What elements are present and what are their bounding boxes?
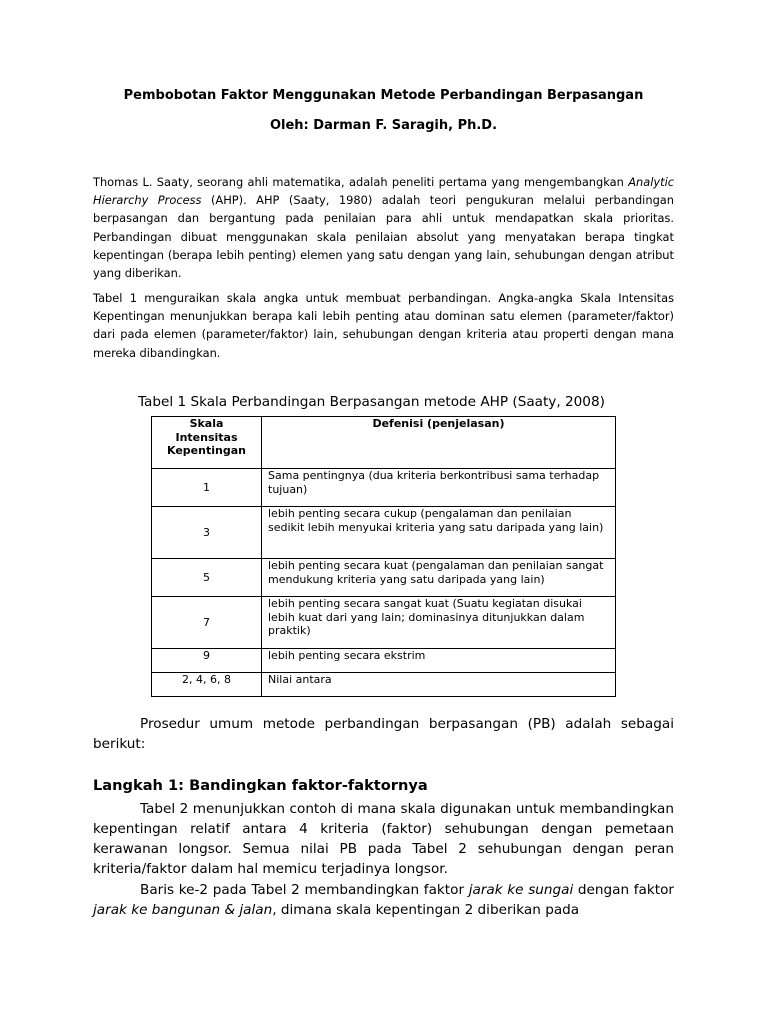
table-header-row	[152, 417, 616, 469]
row2-italic-1: jarak ke sungai	[468, 882, 574, 898]
table-header-definition: Defenisi (penjelasan)	[262, 417, 616, 469]
row2-text-3: , dimana skala kepentingan 2 diberikan pada	[272, 902, 580, 918]
intro-paragraph	[93, 173, 674, 282]
scale-cell: 5	[152, 559, 262, 597]
table-caption: Tabel 1 Skala Perbandingan Berpasangan metode AHP (Saaty, 2008)	[138, 394, 605, 410]
document-title: Pembobotan Faktor Menggunakan Metode Perbandingan Berpasangan	[123, 88, 644, 103]
definition-cell: Sama pentingnya (dua kriteria berkontribusi sama terhadap tujuan)	[262, 469, 616, 507]
table-row	[152, 597, 616, 649]
table-row	[152, 649, 616, 673]
scale-cell: 7	[152, 597, 262, 649]
table-description-paragraph: Tabel 1 menguraikan skala angka untuk membuat perbandingan. Angka-angka Skala Intensitas Kepentingan menunjukkan berapa kali lebih penting atau dominan satu elemen (parameter/faktor) dari pada elemen (parameter/faktor) lain, sehubungan dengan kriteria atau properti dengan mana mereka dibandingkan.	[93, 291, 674, 360]
definition-cell: lebih penting secara sangat kuat (Suatu kegiatan disukai lebih kuat dari yang lain; dominasinya ditunjukkan dalam praktik)	[262, 597, 616, 649]
table-row	[152, 507, 616, 559]
definition-cell: lebih penting secara kuat (pengalaman dan penilaian sangat mendukung kriteria yang satu daripada yang lain)	[262, 559, 616, 597]
table-row	[152, 469, 616, 507]
scale-cell: 3	[152, 507, 262, 559]
definition-cell: lebih penting secara cukup (pengalaman dan penilaian sedikit lebih menyukai kriteria yang satu daripada yang lain)	[262, 507, 616, 559]
row2-text-1: Baris ke-2 pada Tabel 2 membandingkan faktor	[140, 882, 469, 898]
step1-paragraph: Tabel 2 menunjukkan contoh di mana skala digunakan untuk membandingkan kepentingan relatif antara 4 kriteria (faktor) sehubungan dengan pemetaan kerawanan longsor. Semua nilai PB pada Tabel 2 sehubungan dengan peran kriteria/faktor dalam hal memicu terjadinya longsor.	[93, 801, 674, 877]
table-row	[152, 559, 616, 597]
row2-italic-2: jarak ke bangunan & jalan	[93, 902, 273, 918]
scale-cell: 1	[152, 469, 262, 507]
intro-text-after: (AHP). AHP (Saaty, 1980) adalah teori pengukuran melalui perbandingan berpasangan dan bergantung pada penilaian para ahli untuk mendapatkan skala prioritas. Perbandingan dibuat menggunakan skala penilaian absolut yang menyatakan berapa tingkat kepentingan (berapa lebih penting) elemen yang satu dengan yang lain, sehubungan dengan atribut yang diberikan.	[93, 193, 674, 281]
row2-text-2: dengan faktor	[573, 882, 674, 898]
table-header-scale: Skala Intensitas Kepentingan	[152, 417, 262, 469]
table-row	[152, 673, 616, 697]
definition-cell: lebih penting secara ekstrim	[262, 649, 616, 673]
intro-text-before: Thomas L. Saaty, seorang ahli matematika, adalah peneliti pertama yang mengembangkan	[93, 175, 629, 189]
procedure-paragraph: Prosedur umum metode perbandingan berpasangan (PB) adalah sebagai berikut:	[93, 716, 674, 752]
definition-cell: Nilai antara	[262, 673, 616, 697]
row2-paragraph	[93, 880, 674, 920]
scale-cell: 2, 4, 6, 8	[152, 673, 262, 697]
ahp-scale-table	[151, 416, 616, 697]
step1-heading: Langkah 1: Bandingkan faktor-faktornya	[93, 777, 428, 794]
intro-text-italic: Analytic Hierarchy Process	[93, 175, 674, 208]
scale-cell: 9	[152, 649, 262, 673]
document-author: Oleh: Darman F. Saragih, Ph.D.	[269, 118, 498, 133]
